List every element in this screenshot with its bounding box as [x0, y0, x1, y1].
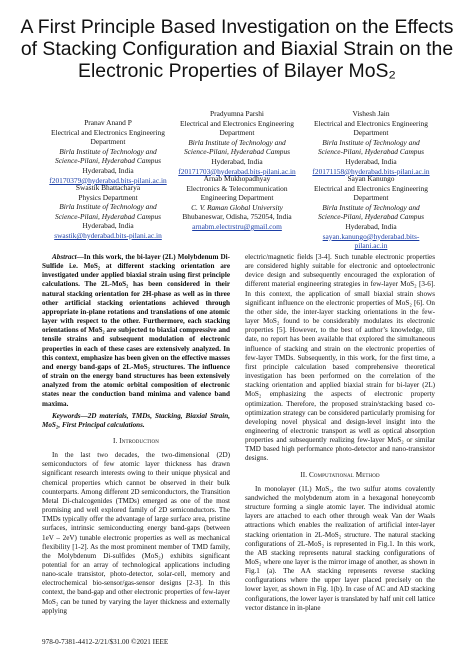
author-city: Hyderabad, India [345, 221, 397, 231]
author-block-6 [304, 174, 438, 251]
author-name: Pradyumna Parshi [210, 109, 264, 118]
abstract-text: —In this work, the bi-layer (2L) Molybdenum Di-Sulfide i.e. MoS₂ at different stacking orientation are investigated under applied biaxial strain using first principle calculations. The 2L-MoS₂ has been considered in their natural stacking orientation for 2H-phase as well as in three other artificial stacking orientations achieved through appropriate in-plane rotations and translations of one atomic layer with respect to the other. Furthermore, each stacking orientations of MoS₂ are subjected to biaxial compressive and tensile strains and subsequent modulation of electronic properties in each of these cases are extensively analyzed. In this context, emphasize has been given on the effective masses and energy band-gaps of 2L-MoS₂ structures. The influence of strain on the energy band structures has been extensively analyzed from the atomic orbital composition of electronic states near the conduction band minima and valence band maxima. [42, 253, 230, 408]
introduction-paragraph: In the last two decades, the two-dimensional (2D) semiconductors of few atomic layer thickness has drawn significant research interests owing to their unique physical and chemical properties which cannot be observed in their bulk counterparts. Among different 2D semiconductors, the Transition Metal Di-chalcogenides (TMDs) emerged as one of the most promising and well explored family of 2D semiconductors. The TMDs typically offer the advantage of large surface area, pristine surfaces, intrinsic semiconducting energy band-gaps (between 1eV – 2eV) tunable electronic properties as well as mechanical flexibility [1-2]. As the most prominent member of TMD family, the Molybdenum Di-sulfides (MoS₂) exhibits significant potential for an array of technological applications including nano-scale transistor, photo-detector, solar-cell, memory and electrochemical bio-sensor/gas-sensor designs [2-3]. In this context, the band-gap and other electronic properties of few-layer MoS₂ can be tuned by varying the layer thickness and externally applying [42, 451, 230, 615]
author-dept: Electrical and Electronics Engineering [51, 127, 165, 137]
author-name: Sayan Kanungo [347, 174, 395, 183]
method-paragraph: In monolayer (1L) MoS₂, the two sulfur atoms covalently sandwiched the molybdenum atom in a hexagonal honeycomb structure forming a single atomic layer. The individual atomic layers are attached to each other through weak Van der Waals attractions which enables the realization of artificial inter-layer stacking orientation in 2L-MoS₂ structure. The natural stacking configurations of 2L-MoS₂ is represented in Fig.1. In this work, the AB stacking represents natural stacking configurations of MoS₂ where one layer is the mirror image of another, as shown in Fig.1 (a). The AA stacking represents reverse stacking configurations where the upper layer placed precisely on the lower layer, as shown in Fig. 1(b). In case of AC and AD stacking configurations, the lower layer is translated by half unit cell lattice vector distance in in-plane [245, 484, 435, 612]
author-name: Pranav Anand P [84, 118, 132, 127]
keywords-text: —2D materials, TMDs, Stacking, Biaxial Strain, MoS₂, First Principal calculations. [42, 411, 230, 429]
author-email[interactable]: swastik@hyderabad.bits-pilani.ac.in [54, 230, 162, 240]
author-city: Hyderabad, India [211, 156, 263, 166]
left-column [42, 253, 230, 616]
author-city: Hyderabad, India [82, 165, 134, 175]
author-affiliation: Science-Pilani, Hyderabad Campus [317, 147, 425, 157]
keywords [42, 412, 230, 430]
author-affiliation: Science-Pilani, Hyderabad Campus [54, 156, 162, 166]
author-email[interactable]: f20170379@hyderabad.bits-pilani.ac.in [49, 175, 167, 185]
keywords-label: Keywords [52, 411, 81, 420]
author-dept: Electrical and Electronics Engineering [180, 118, 294, 128]
author-dept: Engineering Department [200, 193, 274, 203]
author-name: Swastik Bhattacharya [75, 183, 141, 192]
author-block-4 [42, 183, 174, 241]
copyright-footer: 978-0-7381-4412-2/21/$31.00 ©2021 IEEE [42, 638, 169, 646]
section-heading-computational-method: II. Computational Method [300, 470, 380, 479]
author-dept: Department [353, 193, 389, 203]
author-block-5 [174, 174, 300, 232]
author-affiliation: Science-Pilani, Hyderabad Campus [317, 212, 425, 222]
title-line-3: Electronic Properties of Bilayer MoS₂ [78, 60, 396, 82]
author-affiliation: Birla Institute of Technology and [59, 202, 157, 212]
author-affiliation: Birla Institute of Technology and [188, 137, 286, 147]
author-affiliation: Science-Pilani, Hyderabad Campus [183, 147, 291, 157]
abstract [42, 253, 230, 409]
author-dept: Electronics & Telecommunication [186, 183, 288, 193]
author-affiliation: Birla Institute of Technology and [59, 146, 157, 156]
author-email[interactable]: arnabm.electrstru@gmail.com [192, 221, 282, 231]
author-block-3 [304, 109, 438, 176]
right-column [245, 253, 435, 613]
author-name: Vishesh Jain [352, 109, 390, 118]
author-block-2 [174, 109, 300, 176]
author-email[interactable]: f20171158@hyderabad.bits-pilani.ac.in [312, 166, 430, 176]
author-city: Hyderabad, India [345, 156, 397, 166]
author-dept: Department [353, 128, 389, 138]
author-city: Bhubaneswar, Odisha, 752054, India [182, 212, 292, 222]
author-dept: Electrical and Electronics Engineering [314, 118, 428, 128]
author-name: Arnab Mukhopadhyay [203, 174, 271, 183]
author-email[interactable]: sayan.kanungo@hyderabad.bits- [322, 231, 420, 241]
paper-title [10, 16, 464, 82]
author-affiliation: Birla Institute of Technology and [322, 202, 420, 212]
section-heading-introduction: I. Introduction [113, 436, 159, 445]
author-city: Hyderabad, India [82, 221, 134, 231]
author-affiliation: Science-Pilani, Hyderabad Campus [54, 211, 162, 221]
title-line-2: of Stacking Configuration and Biaxial Strain on the [20, 38, 454, 60]
introduction-paragraph-continued: electric/magnetic fields [3-4]. Such tunable electronic properties are considered highly suitable for electronic and optoelectronic device design and subsequently encouraged the exploration of different material engineering strategies in few-layer MoS₂ [3-6]. In this context, the application of small biaxial strain shows significant influence on the electronic properties of MoS₂ [6]. On the other side, the inter-layer stacking orientations in the few-layer MoS₂ found to be considerably modulates its electronic properties [5]. However, to the best of author’s knowledge, till date, no report has been available that explored the simultaneous influence of stacking and strain on the electronic properties of few-layer TMDs. Subsequently, in this work, for the first time, a first principle calculation based comprehensive theoretical investigation has been performed on the correlation of the stacking orientation and applied biaxial strain for bi-layer (2L) MoS₂ emphasizing the aspects of electronic property optimization. Therefore, the proposed strain/stacking based co-optimization strategy can be considered particularly promising for developing novel physical and design-level insight into the engineering of electronic transport as well as optical absorption properties and subsequently realizing few-layer MoS₂ or similar TMD based high performance photo-detector and nano-transistor designs. [245, 253, 435, 463]
author-dept: Physics Department [78, 192, 138, 202]
author-email[interactable]: pilani.ac.in [354, 241, 388, 251]
author-affiliation: C. V. Raman Global University [191, 202, 283, 212]
abstract-label: Abstract [52, 253, 77, 261]
author-dept: Electrical and Electronics Engineering [314, 183, 428, 193]
title-line-1: A First Principle Based Investigation on the Effects [20, 16, 454, 38]
author-dept: Department [219, 128, 255, 138]
author-affiliation: Birla Institute of Technology and [322, 137, 420, 147]
author-block-1 [42, 118, 174, 185]
author-dept: Department [90, 137, 126, 147]
author-email[interactable]: f20171703@hyderabad.bits-pilani.ac.in [178, 166, 296, 176]
